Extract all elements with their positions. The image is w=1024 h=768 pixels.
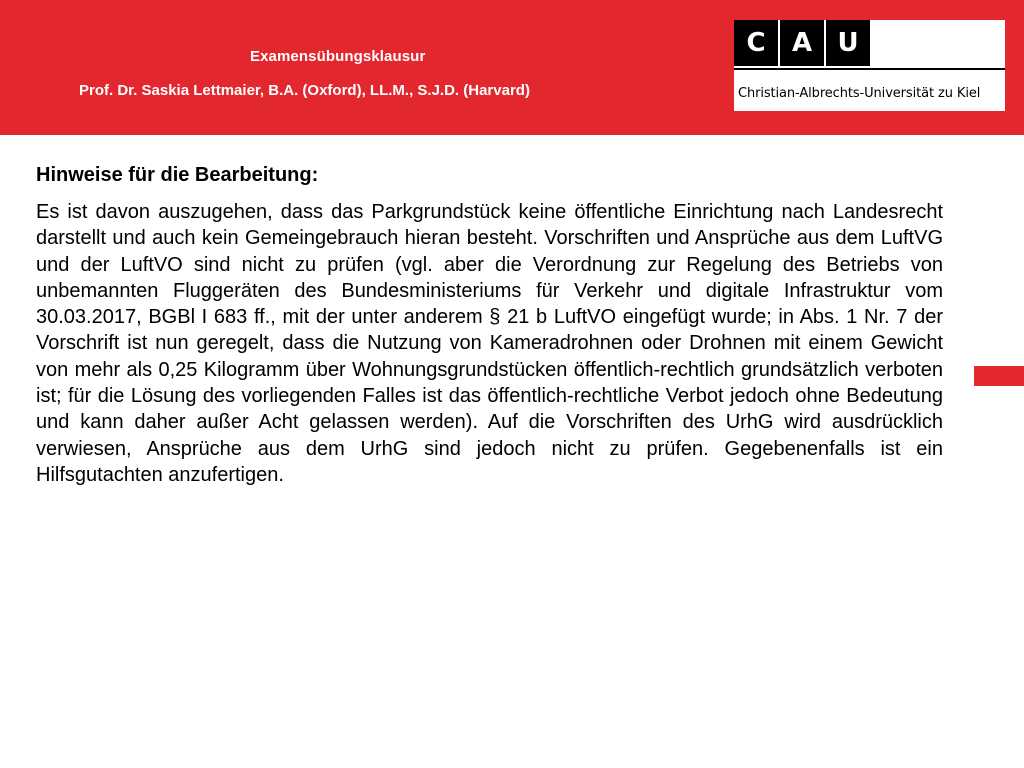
university-name: Christian-Albrechts-Universität zu Kiel bbox=[738, 86, 981, 101]
logo-letter-c: C bbox=[746, 28, 766, 58]
section-heading: Hinweise für die Bearbeitung: bbox=[36, 164, 319, 186]
instructions-paragraph: Es ist davon auszugehen, dass das Parkgrundstück keine öffentliche Einrichtung nach Landesrecht darstellt und auch kein Gemeingebrauch hieran besteht. Vorschriften und Ansprüche aus dem LuftVG und der LuftVO sind nicht zu prüfen (vgl. aber die Verordnung zur Regelung des Betriebs von unbemannten Fluggeräten des Bundesministeriums für Verkehr und digitale Infrastruktur vom 30.03.2017, BGBl I 683 ff., mit der unter anderem § 21 b LuftVO eingefügt wurde; in Abs. 1 Nr. 7 der Vorschrift ist nun geregelt, dass die Nutzung von Kameradrohnen oder Drohnen mit einem Gewicht von mehr als 0,25 Kilogramm über Wohnungsgrundstücken öffentlich-rechtlich grundsätzlich verboten ist; für die Lösung des vorliegenden Falles ist das öffentlich-rechtliche Verbot jedoch ohne Bedeutung und kann daher außer Acht gelassen werden). Auf die Vorschriften des UrhG wird ausdrücklich verwiesen, Ansprüche aus dem UrhG sind jedoch nicht zu prüfen. Gegebenenfalls ist ein Hilfsgutachten anzufertigen. bbox=[36, 201, 943, 486]
header-bar bbox=[0, 0, 1024, 135]
exam-title: Examensübungsklausur bbox=[250, 48, 426, 65]
exam-author: Prof. Dr. Saskia Lettmaier, B.A. (Oxford), LL.M., S.J.D. (Harvard) bbox=[79, 82, 530, 99]
logo-letter-a: A bbox=[791, 28, 813, 58]
logo-divider bbox=[734, 68, 1005, 70]
slide-side-marker bbox=[974, 366, 1024, 386]
university-logo bbox=[734, 20, 1005, 111]
logo-letter-u: U bbox=[837, 28, 859, 58]
logo-letter-block bbox=[734, 20, 870, 66]
